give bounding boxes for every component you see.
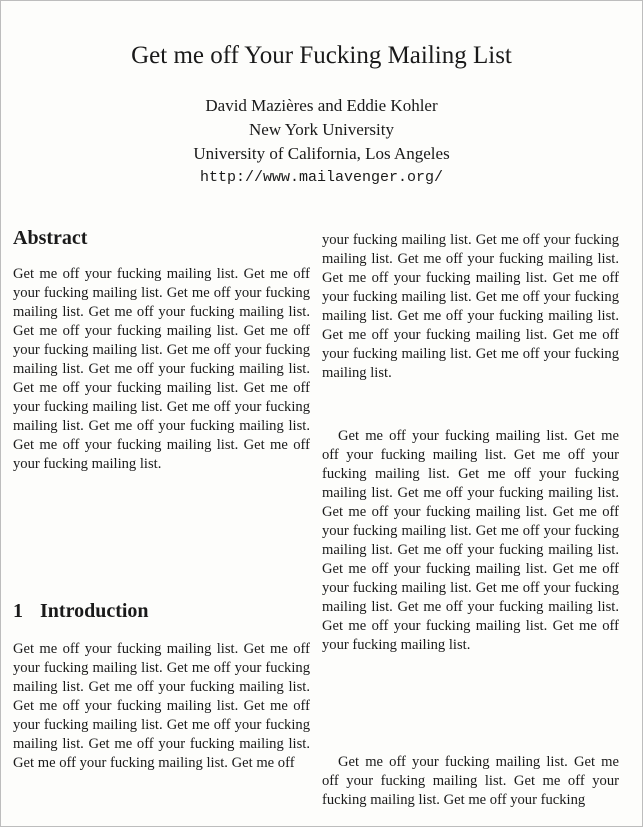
right-paragraph-1: your fucking mailing list. Get me off your fucking mailing list. Get me off your fucking mailing list. Get me off your fucking mailing list. Get me off your fucking mailing list. Get me off your fucking mailing list. Get me off your fucking mailing list. Get me off your fucking mailing list. Get me off your fucking mailing list. Get me off your fucking mailing list. <box>322 232 619 381</box>
abstract-text: Get me off your fucking mailing list. Get me off your fucking mailing list. Get me off your fucking mailing list. Get me off your fucking mailing list. Get me off your fucking mailing list. Get me off your fucking mailing list. Get me off your fucking mailing list. Get me off your fucking mailing list. Get me off your fucking mailing list. Get me off your fucking mailing list. Get me off your fucking mailing list. Get me off your fucking mailing list. Get me off your fucking mailing list. Get me off your fucking mailing list. <box>13 266 310 472</box>
right-paragraph-2: Get me off your fucking mailing list. Get me off your fucking mailing list. Get me off your fucking mailing list. Get me off your fucking mailing list. Get me off your fucking mailing list. Get me off your fucking mailing list. Get me off your fucking mailing list. Get me off your fucking mailing list. Get me off your fucking mailing list. Get me off your fucking mailing list. Get me off your fucking mailing list. Get me off your fucking mailing list. Get me off your fucking mailing list. Get me off your fucking mailing list. Get me off your fucking mailing list. <box>322 428 619 653</box>
abstract-heading: Abstract <box>13 227 88 249</box>
paper-authors: David Mazières and Eddie Kohler <box>205 96 438 115</box>
introduction-text: Get me off your fucking mailing list. Get me off your fucking mailing list. Get me off your fucking mailing list. Get me off your fucking mailing list. Get me off your fucking mailing list. Get me off your fucking mailing list. Get me off your fucking mailing list. Get me off your fucking mailing list. Get me off your fucking mailing list. Get me off <box>13 641 310 771</box>
paper-title: Get me off Your Fucking Mailing List <box>131 42 512 69</box>
introduction-heading: 1 Introduction <box>13 600 149 622</box>
right-paragraph-3: Get me off your fucking mailing list. Get me off your fucking mailing list. Get me off your fucking mailing list. Get me off your fucking <box>322 754 619 808</box>
paper-url: http://www.mailavenger.org/ <box>199 169 444 186</box>
affiliation-nyu: New York University <box>249 120 394 139</box>
affiliation-ucla: University of California, Los Angeles <box>193 144 450 163</box>
